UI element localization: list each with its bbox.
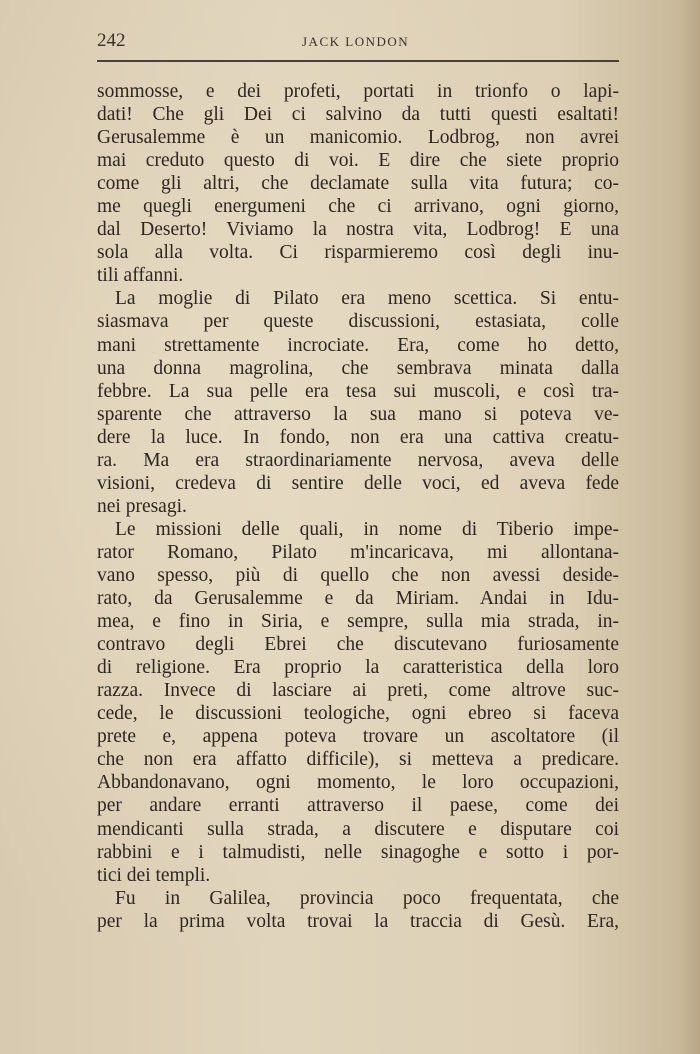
text-line: per andare erranti attraverso il paese, come dei — [97, 795, 619, 817]
text-line: mai creduto questo di voi. E dire che siete proprio — [97, 150, 619, 172]
text-line: febbre. La sua pelle era tesa sui muscoli, e così tra- — [97, 380, 619, 402]
text-line: come gli altri, che declamate sulla vita futura; co- — [97, 173, 619, 195]
text-line: me quegli energumeni che ci arrivano, ogni giorno, — [97, 196, 619, 218]
text-line: dere la luce. In fondo, non era una cattiva creatu- — [97, 426, 619, 448]
page-header — [97, 30, 621, 60]
text-line: vano spesso, più di quello che non avessi deside- — [97, 564, 619, 586]
text-line: ra. Ma era straordinariamente nervosa, aveva delle — [97, 449, 619, 471]
paragraph — [97, 80, 619, 287]
text-line: contravo degli Ebrei che discutevano furiosamente — [97, 634, 619, 656]
text-line: rato, da Gerusalemme e da Miriam. Andai in Idu- — [97, 588, 619, 610]
text-line: Fu in Galilea, provincia poco frequentata, che — [115, 887, 619, 909]
text-line: di religione. Era proprio la caratteristica della loro — [97, 657, 619, 679]
text-line: visioni, credeva di sentire delle voci, ed aveva fede — [97, 472, 619, 494]
text-line: dati! Che gli Dei ci salvino da tutti questi esaltati! — [97, 104, 619, 126]
text-line: tici dei templi. — [97, 864, 211, 886]
body-text — [97, 80, 619, 933]
text-line: Abbandonavano, ogni momento, le loro occupazioni, — [97, 772, 619, 794]
text-line: mea, e fino in Siria, e sempre, sulla mia strada, in- — [97, 611, 619, 633]
text-line: sparente che attraverso la sua mano si poteva ve- — [97, 403, 619, 425]
text-line: nei presagi. — [97, 495, 187, 517]
running-head: JACK LONDON — [302, 34, 410, 49]
text-line: cede, le discussioni teologiche, ogni ebreo si faceva — [97, 703, 619, 725]
text-line: rabbini e i talmudisti, nelle sinagoghe e sotto i por- — [97, 841, 619, 863]
text-line: Le missioni delle quali, in nome di Tiberio impe- — [115, 518, 619, 540]
text-line: sola alla volta. Ci risparmieremo così degli inu- — [97, 242, 619, 264]
text-line: rator Romano, Pilato m'incaricava, mi allontana- — [97, 541, 619, 563]
text-line: per la prima volta trovai la traccia di Gesù. Era, — [97, 910, 619, 932]
paragraph — [97, 287, 619, 517]
header-rule — [97, 60, 619, 62]
text-line: mendicanti sulla strada, a discutere e disputare coi — [97, 818, 619, 840]
text-line: sommosse, e dei profeti, portati in trionfo o lapi- — [97, 81, 619, 102]
paragraph — [97, 887, 619, 933]
text-line: prete e, appena poteva trovare un ascoltatore (il — [97, 726, 619, 748]
text-line: siasmava per queste discussioni, estasiata, colle — [97, 311, 619, 333]
text-line: una donna magrolina, che sembrava minata dalla — [97, 357, 619, 379]
paragraph — [97, 518, 619, 887]
text-line: mani strettamente incrociate. Era, come ho detto, — [97, 334, 619, 356]
text-line: Gerusalemme è un manicomio. Lodbrog, non avrei — [97, 127, 619, 149]
page-number: 242 — [97, 30, 126, 51]
text-line: che non era affatto difficile), si metteva a predicare. — [97, 749, 619, 771]
text-line: tili affanni. — [97, 265, 184, 287]
text-line: dal Deserto! Viviamo la nostra vita, Lodbrog! E una — [97, 219, 619, 241]
text-line: razza. Invece di lasciare ai preti, come altrove suc- — [97, 680, 619, 702]
text-line: La moglie di Pilato era meno scettica. Si entu- — [115, 288, 619, 310]
